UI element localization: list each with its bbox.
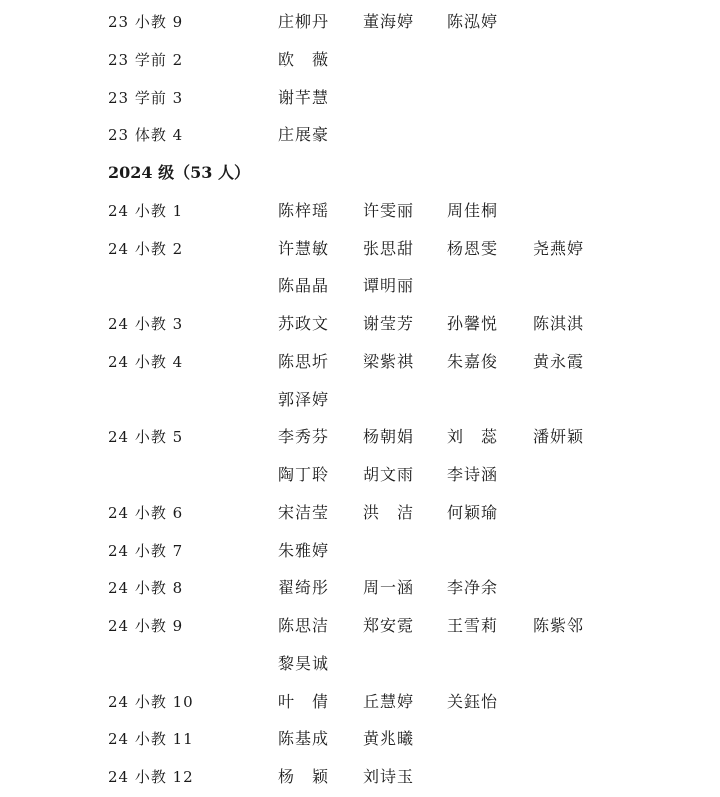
class-label: 24 小教 12 [108, 768, 194, 786]
class-row [0, 45, 720, 75]
class-row [0, 347, 720, 377]
class-label: 23 学前 3 [108, 88, 184, 107]
student-name: 陈梓瑶 [278, 200, 330, 220]
class-label: 23 小教 9 [108, 13, 184, 31]
student-name: 许雯丽 [363, 200, 415, 220]
student-name: 郑安霓 [363, 616, 415, 635]
class-row [0, 309, 720, 339]
student-name: 谭明丽 [363, 276, 415, 296]
student-name: 梁紫祺 [363, 351, 415, 371]
class-label: 24 小教 11 [108, 730, 194, 749]
student-name: 许慧敏 [278, 238, 330, 258]
student-name: 刘 蕊 [447, 427, 499, 447]
student-name: 李诗涵 [447, 465, 499, 484]
class-row [0, 724, 720, 754]
student-name: 李秀芬 [278, 427, 330, 447]
student-name: 王雪莉 [447, 616, 499, 635]
student-name: 尧燕婷 [533, 238, 585, 258]
student-name: 黎昊诚 [278, 653, 330, 673]
class-row [0, 422, 720, 452]
student-name: 叶 倩 [278, 691, 330, 711]
student-name: 董海婷 [363, 12, 415, 31]
student-name: 黄永霞 [533, 351, 585, 371]
student-name: 陈思洁 [278, 616, 330, 635]
student-name: 孙馨悦 [447, 314, 499, 333]
class-label: 24 小教 5 [108, 428, 184, 447]
grade-heading: 2024 级（53 人） [108, 163, 250, 182]
class-label: 24 小教 6 [108, 503, 184, 522]
student-name: 杨朝娟 [363, 427, 415, 447]
student-name: 陶丁聆 [278, 465, 330, 484]
student-name: 陈基成 [278, 729, 330, 749]
class-row [0, 234, 720, 264]
class-row-continuation [0, 385, 720, 415]
student-name: 刘诗玉 [363, 767, 415, 786]
student-name: 陈泓婷 [447, 12, 499, 31]
student-name: 胡文雨 [363, 465, 415, 484]
class-label: 24 小教 8 [108, 579, 184, 598]
class-row-continuation [0, 649, 720, 679]
student-name: 黄兆曦 [363, 729, 415, 749]
student-name: 陈淇淇 [533, 314, 585, 333]
student-name: 洪 洁 [363, 502, 415, 522]
class-label: 24 小教 1 [108, 201, 184, 220]
student-name: 何颖瑜 [447, 502, 499, 522]
student-name: 张思甜 [363, 238, 415, 258]
class-row [0, 7, 720, 37]
class-row [0, 536, 720, 566]
class-label: 24 小教 7 [108, 541, 184, 560]
class-label: 24 小教 9 [108, 617, 184, 635]
student-name: 朱雅婷 [278, 540, 330, 560]
student-name: 丘慧婷 [363, 691, 415, 711]
student-name: 庄柳丹 [278, 12, 330, 31]
student-name: 庄展豪 [278, 125, 330, 145]
student-name: 陈晶晶 [278, 276, 330, 296]
class-row-continuation [0, 271, 720, 301]
class-label: 24 小教 4 [108, 352, 184, 371]
class-row [0, 611, 720, 641]
student-name: 周一涵 [363, 578, 415, 598]
student-name: 谢芊慧 [278, 87, 330, 107]
student-name: 周佳桐 [447, 200, 499, 220]
student-name: 苏政文 [278, 314, 330, 333]
student-name: 李净余 [447, 578, 499, 598]
class-row [0, 498, 720, 528]
student-name: 陈紫邻 [533, 616, 585, 635]
class-label: 24 小教 2 [108, 239, 184, 258]
student-name: 宋洁莹 [278, 502, 330, 522]
student-name: 杨 颖 [278, 767, 330, 786]
class-label: 23 学前 2 [108, 50, 184, 69]
student-name: 郭泽婷 [278, 389, 330, 409]
student-name: 朱嘉俊 [447, 351, 499, 371]
student-name: 欧 薇 [278, 49, 330, 69]
class-row [0, 196, 720, 226]
student-name: 翟绮彤 [278, 578, 330, 598]
class-row [0, 762, 720, 792]
class-row-continuation [0, 460, 720, 490]
student-name: 潘妍颖 [533, 427, 585, 447]
class-row [0, 83, 720, 113]
class-row [0, 573, 720, 603]
grade-heading-row [0, 158, 720, 188]
class-row [0, 687, 720, 717]
class-label: 23 体教 4 [108, 126, 184, 145]
student-name: 杨恩雯 [447, 238, 499, 258]
class-label: 24 小教 3 [108, 315, 184, 333]
student-name: 谢莹芳 [363, 314, 415, 333]
student-name: 关鈺怡 [447, 691, 499, 711]
class-row [0, 120, 720, 150]
student-name: 陈思圻 [278, 351, 330, 371]
class-label: 24 小教 10 [108, 692, 194, 711]
